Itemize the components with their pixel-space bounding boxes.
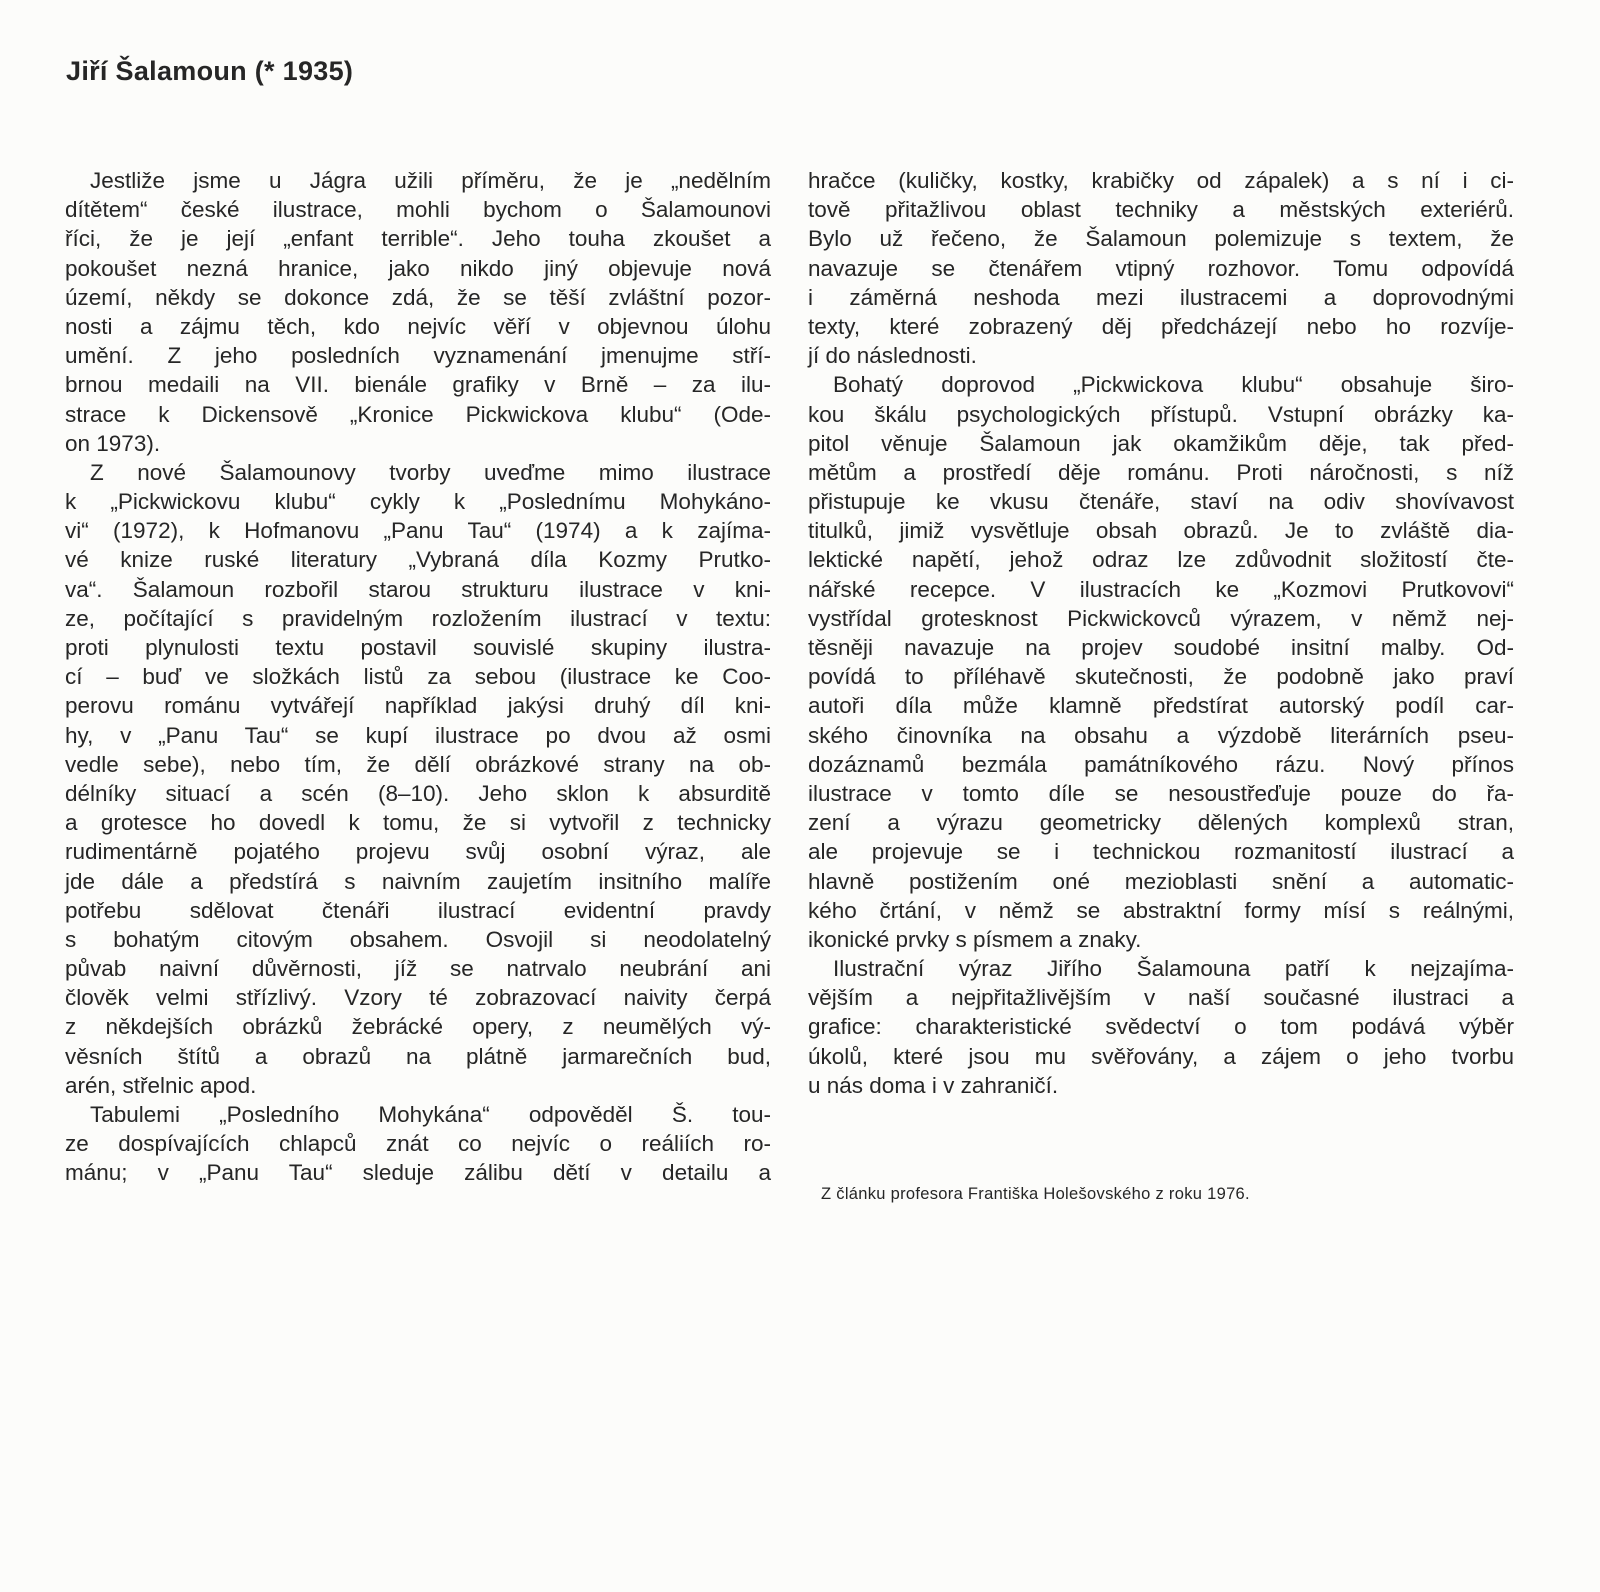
- text-line: jde dále a předstírá s naivním zaujetím insitního malíře: [65, 868, 771, 894]
- text-line: dítětem“ české ilustrace, mohli bychom o Šalamounovi: [65, 197, 771, 223]
- text-line: ze, počítající s pravidelným rozložením ilustrací v textu:: [65, 605, 771, 631]
- paragraph: [65, 166, 771, 458]
- text-line: brnou medaili na VII. bienále grafiky v Brně – za ilu-: [65, 372, 771, 398]
- text-line: autoři díla může klamně předstírat autorský podíl car-: [808, 693, 1514, 719]
- text-line: půvab naivní důvěrnosti, jíž se natrvalo neubrání ani: [65, 956, 771, 982]
- page-title: Jiří Šalamoun (* 1935): [66, 56, 354, 86]
- text-line: mánu; v „Panu Tau“ sleduje zálibu dětí v detailu a: [65, 1160, 771, 1186]
- text-line: území, někdy se dokonce zdá, že se těší zvláštní pozor-: [65, 284, 771, 310]
- text-line: potřebu sdělovat čtenáři ilustrací evidentní pravdy: [65, 897, 771, 923]
- text-line: nosti a zájmu těch, kdo nejvíc věří v objevnou úlohu: [65, 313, 771, 339]
- text-line: proti plynulosti textu postavil souvislé skupiny ilustra-: [65, 635, 771, 660]
- text-line: ale projevuje se i technickou rozmanitostí ilustrací a: [808, 839, 1514, 865]
- paragraph: [808, 166, 1514, 370]
- text-line: k „Pickwickovu klubu“ cykly k „Poslednímu Mohykáno-: [65, 489, 771, 515]
- text-line: Ilustrační výraz Jiřího Šalamouna patří k nejzajíma-: [833, 956, 1514, 982]
- text-line: cí – buď ve složkách listů za sebou (ilustrace ke Coo-: [65, 664, 771, 690]
- paragraph: [808, 370, 1514, 954]
- text-line: arén, střelnic apod.: [65, 1072, 257, 1098]
- text-line: kou škálu psychologických přístupů. Vstupní obrázky ka-: [808, 401, 1514, 427]
- text-line: hlavně postižením oné mezioblasti snění a automatic-: [808, 868, 1514, 894]
- paragraph: [808, 954, 1514, 1100]
- text-line: pitol věnuje Šalamoun jak okamžikům děje, tak před-: [808, 430, 1514, 456]
- text-line: délníky situací a scén (8–10). Jeho sklon k absurditě: [65, 780, 771, 806]
- text-line: člověk velmi střízlivý. Vzory té zobrazovací naivity čerpá: [65, 985, 771, 1011]
- text-line: titulků, jimiž vysvětluje obsah obrazů. Je to zvláště dia-: [808, 518, 1514, 544]
- text-line: těsněji navazuje na projev soudobé insitní malby. Od-: [808, 635, 1514, 660]
- text-line: jí do následnosti.: [808, 343, 977, 369]
- text-line: zení a výrazu geometricky dělených komplexů stran,: [808, 810, 1514, 836]
- text-line: pokoušet nezná hranice, jako nikdo jiný objevuje nová: [65, 255, 771, 281]
- text-line: povídá to příléhavě skutečnosti, že podobně jako praví: [808, 664, 1514, 690]
- text-line: s bohatým citovým obsahem. Osvojil si neodolatelný: [65, 926, 771, 952]
- text-line: ikonické prvky s písmem a znaky.: [808, 926, 1142, 952]
- text-line: z někdejších obrázků žebrácké opery, z neumělých vý-: [65, 1014, 771, 1040]
- text-line: navazuje se čtenářem vtipný rozhovor. Tomu odpovídá: [808, 255, 1514, 281]
- text-line: říci, že je její „enfant terrible“. Jeho touha zkoušet a: [65, 226, 771, 252]
- text-line: vedle sebe), nebo tím, že dělí obrázkové strany na ob-: [65, 751, 771, 777]
- text-column-left: [65, 166, 771, 1188]
- text-line: hy, v „Panu Tau“ se kupí ilustrace po dvou až osmi: [65, 722, 771, 748]
- paragraph: [65, 1100, 771, 1188]
- text-column-right: [808, 166, 1514, 1100]
- text-line: u nás doma i v zahraničí.: [808, 1072, 1059, 1098]
- text-line: on 1973).: [65, 430, 161, 456]
- text-line: Tabulemi „Posledního Mohykána“ odpověděl Š. tou-: [90, 1102, 771, 1127]
- text-line: strace k Dickensově „Kronice Pickwickova klubu“ (Ode-: [65, 401, 771, 427]
- text-line: i záměrná neshoda mezi ilustracemi a doprovodnými: [808, 284, 1514, 310]
- text-line: mětům a prostředí děje románu. Proti náročnosti, s níž: [808, 459, 1514, 485]
- text-line: umění. Z jeho posledních vyznamenání jmenujme stří-: [65, 343, 771, 369]
- text-line: Bohatý doprovod „Pickwickova klubu“ obsahuje širo-: [833, 372, 1514, 398]
- text-line: a grotesce ho dovedl k tomu, že si vytvořil z technicky: [65, 810, 771, 836]
- text-line: texty, které zobrazený děj předcházejí nebo ho rozvíje-: [808, 313, 1514, 339]
- text-line: věsních štítů a obrazů na plátně jarmarečních bud,: [65, 1043, 771, 1069]
- source-caption: Z článku profesora Františka Holešovského z roku 1976.: [821, 1185, 1250, 1203]
- text-line: Z nové Šalamounovy tvorby uveďme mimo ilustrace: [90, 459, 771, 485]
- text-line: ilustrace v tomto díle se nesoustřeďuje pouze do řa-: [808, 780, 1514, 806]
- text-line: ze dospívajících chlapců znát co nejvíc o reáliích ro-: [65, 1131, 771, 1157]
- text-line: rudimentárně pojatého projevu svůj osobní výraz, ale: [65, 839, 771, 865]
- text-line: lektické napětí, jehož odraz lze zdůvodnit složitostí čte-: [808, 547, 1514, 573]
- text-line: kého črtání, v němž se abstraktní formy mísí s reálnými,: [808, 897, 1514, 923]
- text-line: hračce (kuličky, kostky, krabičky od zápalek) a s ní i ci-: [808, 168, 1514, 193]
- text-line: tově přitažlivou oblast techniky a městských exteriérů.: [808, 197, 1514, 223]
- text-line: Jestliže jsme u Jágra užili příměru, že je „nedělním: [90, 168, 771, 193]
- text-line: ského činovníka na obsahu a výzdobě literárních pseu-: [808, 722, 1514, 748]
- text-line: Bylo už řečeno, že Šalamoun polemizuje s textem, že: [808, 226, 1514, 252]
- paragraph: [65, 458, 771, 1100]
- text-line: vé knize ruské literatury „Vybraná díla Kozmy Prutko-: [65, 547, 771, 573]
- text-line: va“. Šalamoun rozbořil starou strukturu ilustrace v kni-: [65, 576, 771, 602]
- text-line: nářské recepce. V ilustracích ke „Kozmovi Prutkovovi“: [808, 576, 1514, 602]
- text-line: přistupuje ke vkusu čtenáře, staví na odiv shovívavost: [808, 489, 1514, 515]
- text-line: vystřídal grotesknost Pickwickovců výrazem, v němž nej-: [808, 605, 1514, 631]
- text-line: perovu románu vytvářejí například jakýsi druhý díl kni-: [65, 693, 771, 719]
- text-line: úkolů, které jsou mu svěřovány, a zájem o jeho tvorbu: [808, 1043, 1514, 1069]
- text-line: vějším a nejpřitažlivějším v naší současné ilustraci a: [808, 985, 1514, 1011]
- text-line: grafice: charakteristické svědectví o tom podává výběr: [808, 1014, 1514, 1040]
- text-line: dozáznamů bezmála památníkového rázu. Nový přínos: [808, 751, 1514, 777]
- text-line: vi“ (1972), k Hofmanovu „Panu Tau“ (1974) a k zajíma-: [65, 518, 771, 544]
